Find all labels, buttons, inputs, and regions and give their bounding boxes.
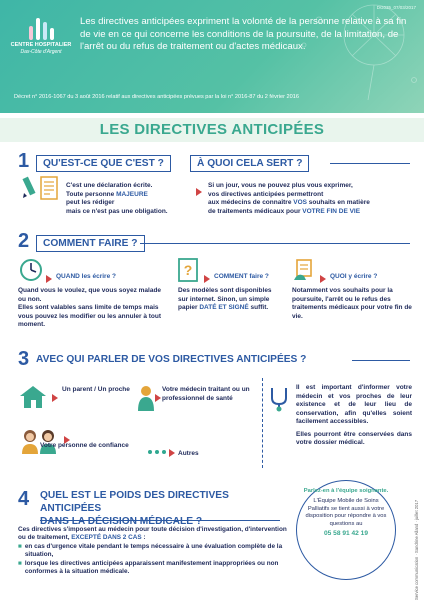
section-1-title-b: À QUOI CELA SERT ? <box>190 155 309 172</box>
bullet-icon: ■ <box>18 559 22 567</box>
logo-subtitle: Dax-Côte d'Argent <box>20 48 62 55</box>
arrow-icon-3d <box>169 449 175 457</box>
parent-label: Un parent / Un proche <box>62 386 130 393</box>
col1-head-text: QUAND les écrire ? <box>56 273 116 280</box>
logo-mark-icon <box>6 18 76 40</box>
header-banner <box>0 0 424 113</box>
arrow-icon <box>196 188 202 196</box>
s1-right-4b: VOTRE FIN DE VIE <box>302 207 361 215</box>
s1-left-line4: mais ce n'est pas une obligation. <box>66 207 168 215</box>
col3-head-text: QUOI y écrire ? <box>330 273 378 280</box>
section-4-title <box>40 490 290 528</box>
col2-text-b: DATÉ ET SIGNÉ <box>199 304 249 312</box>
section-1-title <box>36 155 171 172</box>
section-1-left-text <box>66 182 186 216</box>
arrow-icon-2c <box>320 275 326 283</box>
section-2-title-box: COMMENT FAIRE ? <box>36 235 145 252</box>
s3-right-1: Il est important d'informer votre médecin et vos proches de leur existence et de leur lieu de conservation, afin qu'elles soient facilement accessibles. <box>296 384 412 426</box>
section-3-rule <box>352 360 410 361</box>
s4-p1b: EXCEPTÉ DANS 2 CAS <box>71 534 142 542</box>
s4-b1: en cas d'urgence vitale pendant le temps nécessaire à une évaluation complète de la situation, <box>24 542 283 559</box>
hand-icon <box>292 258 316 282</box>
s1-right-3c: souhaits en matière <box>307 199 370 207</box>
col3-text: Notamment vos souhaits pour la poursuite, l'arrêt ou le refus des traitements médicaux pour votre fin de vie. <box>292 287 412 320</box>
autres-label: Autres <box>178 450 199 457</box>
intro-text: Les directives anticipées expriment la volonté de la personne relative à sa fin de vie en ce qui concerne les conditions de la poursuite, de la limitation, de l'arrêt ou du refus de traitement ou d'actes médicaux. <box>80 16 407 53</box>
s1-left-line1: C'est une déclaration écrite. <box>66 182 153 189</box>
contact-bubble <box>296 480 396 580</box>
section-3-title <box>36 354 306 365</box>
s3-right-2: Elles pourront être conservées dans votre dossier médical. <box>296 430 412 447</box>
col2-text-c: suffit. <box>248 304 269 312</box>
section-3-right-text <box>296 384 412 448</box>
doctor-icon <box>136 384 156 412</box>
s1-left-2b: MAJEURE <box>116 190 148 198</box>
s4-bullet-2 <box>18 560 290 577</box>
section-2-title <box>36 235 145 252</box>
section-2-number: 2 <box>18 230 30 252</box>
pencil-icon <box>18 176 40 202</box>
s1-right-3b: VOS <box>293 199 307 207</box>
section-1-number: 1 <box>18 150 30 172</box>
col2-head-text: COMMENT faire ? <box>214 273 269 280</box>
section-1-title-a: QU'EST-CE QUE C'EST ? <box>36 155 171 172</box>
s1-right-line2: vos directives anticipées permettront <box>208 190 324 198</box>
svg-text:?: ? <box>183 262 193 278</box>
s1-right-4a: de traitements médicaux pour <box>208 207 303 215</box>
doctor-label: Votre médecin traitant ou un professionnel de santé <box>162 386 250 402</box>
col2-text <box>178 287 276 313</box>
side-note: Service communication · Sandrine Alland · juillet 2017 <box>414 499 419 600</box>
bubble-line1: Parlez-en à l'équipe soignante. <box>303 488 389 494</box>
s1-right-line1: Si un jour, vous ne pouvez plus vous exprimer, <box>208 182 353 189</box>
col2-text-a: Des modèles sont disponibles sur internet. Sinon, un simple papier <box>178 287 272 312</box>
section-1-title-b-wrap <box>190 155 309 172</box>
section-1-right-text <box>208 182 418 216</box>
bubble-phone: 05 58 91 42 19 <box>324 530 368 538</box>
clock-icon <box>18 258 44 282</box>
s4-bullet-1 <box>18 543 290 560</box>
col1-text-2: Elles sont valables sans limite de temps mais vous pouvez les modifier ou les annuler à tout moment. <box>18 304 162 329</box>
section-2-rule <box>140 243 410 244</box>
logo-name: CENTRE HOSPITALIER <box>10 42 72 48</box>
document-icon <box>40 176 58 200</box>
s1-left-2a: Toute personne <box>66 190 117 198</box>
s4-p1a: Ces directives s'imposent au médecin pour toute décision d'investigation, d'intervention ou de traitement, <box>18 526 287 542</box>
bubble-line2: L'Équipe Mobile de Soins Palliatifs se tient aussi à votre disposition pour répondre à vos questions au <box>305 498 387 527</box>
section-1-rule <box>330 163 410 164</box>
col1-text <box>18 287 168 330</box>
col1-text-1: Quand vous le voulez, que vous soyez malade ou non. <box>18 287 162 303</box>
col1-head <box>56 273 146 282</box>
s1-right-line4 <box>208 208 418 217</box>
hospital-logo <box>6 18 76 55</box>
arrow-icon-2a <box>46 275 52 283</box>
arrow-icon-3a <box>52 394 58 402</box>
decree-reference: Décret n° 2016-1067 du 3 août 2016 relatif aux directives anticipées prévues par la loi n° 2016-87 du 2 février 2016 <box>14 94 299 100</box>
house-icon <box>18 384 48 410</box>
section-3-number: 3 <box>18 348 30 370</box>
col3-head <box>330 273 410 282</box>
s1-left-line3: peut les rédiger <box>66 199 115 207</box>
col2-head <box>214 273 294 282</box>
s4-p1 <box>18 526 290 543</box>
question-doc-icon <box>178 258 198 282</box>
arrow-icon-3b <box>155 394 161 402</box>
confiance-label: Votre personne de confiance <box>40 442 129 449</box>
s1-left-line2 <box>66 191 186 200</box>
s1-right-line3 <box>208 199 418 208</box>
section-4-rule <box>40 520 280 521</box>
section-4-number: 4 <box>18 488 30 510</box>
stethoscope-icon <box>268 386 290 412</box>
section-3-divider <box>262 378 263 468</box>
s4-b2: lorsque les directives anticipées apparaissent manifestement inappropriées ou non conformes à la situation médicale. <box>24 559 279 576</box>
bullet-icon: ■ <box>18 542 22 550</box>
s4-title-1: QUEL EST LE POIDS DES DIRECTIVES ANTICIPÉES <box>40 490 229 514</box>
dots-icon <box>148 450 166 454</box>
s4-p1c: : <box>141 534 146 542</box>
arrow-icon-2b <box>204 275 210 283</box>
document-code: DG035_07/03/2017 <box>376 5 416 10</box>
section-4-body <box>18 526 290 577</box>
s1-right-3a: aux médecins de connaître <box>208 199 294 207</box>
section-3-title-text: AVEC QUI PARLER DE VOS DIRECTIVES ANTICIPÉES ? <box>36 354 307 365</box>
page-title: LES DIRECTIVES ANTICIPÉES <box>0 118 424 142</box>
